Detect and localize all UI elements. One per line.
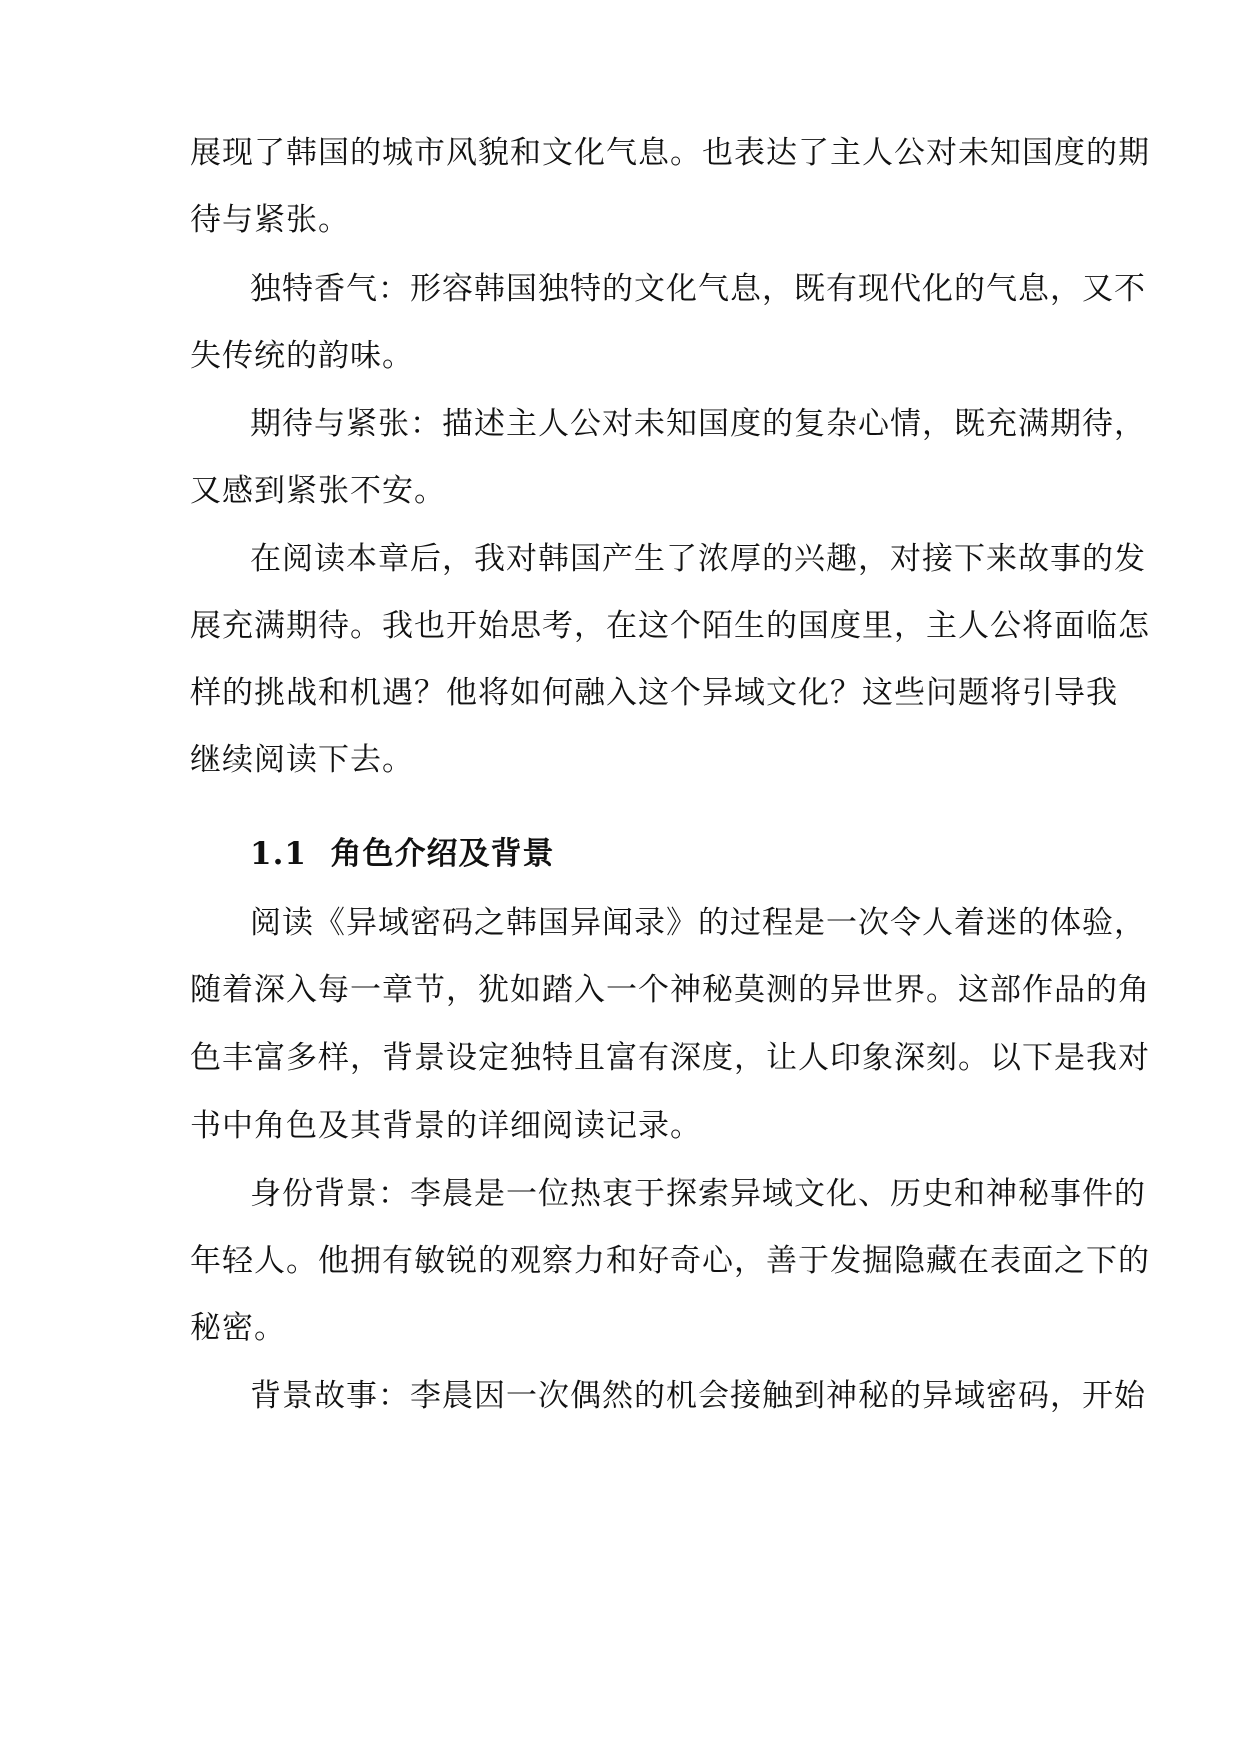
paragraph-line: 书中角色及其背景的详细阅读记录。 [190, 1108, 702, 1144]
paragraph-line: 色丰富多样，背景设定独特且富有深度，让人印象深刻。以下是我对 [190, 1040, 1150, 1076]
paragraph-line: 独特香气：形容韩国独特的文化气息，既有现代化的气息，又不 [250, 271, 1146, 307]
paragraph-line: 身份背景：李晨是一位热衷于探索异域文化、历史和神秘事件的 [250, 1176, 1146, 1212]
paragraph-line: 又感到紧张不安。 [190, 473, 446, 509]
paragraph-line: 年轻人。他拥有敏锐的观察力和好奇心，善于发掘隐藏在表面之下的 [190, 1243, 1150, 1279]
paragraph-line: 样的挑战和机遇？他将如何融入这个异域文化？这些问题将引导我 [190, 675, 1118, 711]
paragraph-line: 秘密。 [190, 1310, 286, 1346]
section-heading [250, 834, 555, 874]
section-title: 角色介绍及背景 [330, 836, 555, 872]
paragraph-line: 展现了韩国的城市风貌和文化气息。也表达了主人公对未知国度的期 [190, 135, 1150, 171]
paragraph-line: 阅读《异域密码之韩国异闻录》的过程是一次令人着迷的体验， [250, 905, 1146, 941]
paragraph-line: 在阅读本章后，我对韩国产生了浓厚的兴趣，对接下来故事的发 [250, 541, 1146, 577]
paragraph-line: 随着深入每一章节，犹如踏入一个神秘莫测的异世界。这部作品的角 [190, 972, 1150, 1008]
paragraph-line: 待与紧张。 [190, 202, 350, 238]
paragraph-line: 展充满期待。我也开始思考，在这个陌生的国度里，主人公将面临怎 [190, 608, 1150, 644]
paragraph-line: 继续阅读下去。 [190, 742, 414, 778]
paragraph-line: 期待与紧张：描述主人公对未知国度的复杂心情，既充满期待， [250, 406, 1146, 442]
paragraph-line: 背景故事：李晨因一次偶然的机会接触到神秘的异域密码，开始 [250, 1378, 1146, 1414]
paragraph-line: 失传统的韵味。 [190, 338, 414, 374]
section-number: 1.1 [250, 836, 307, 872]
